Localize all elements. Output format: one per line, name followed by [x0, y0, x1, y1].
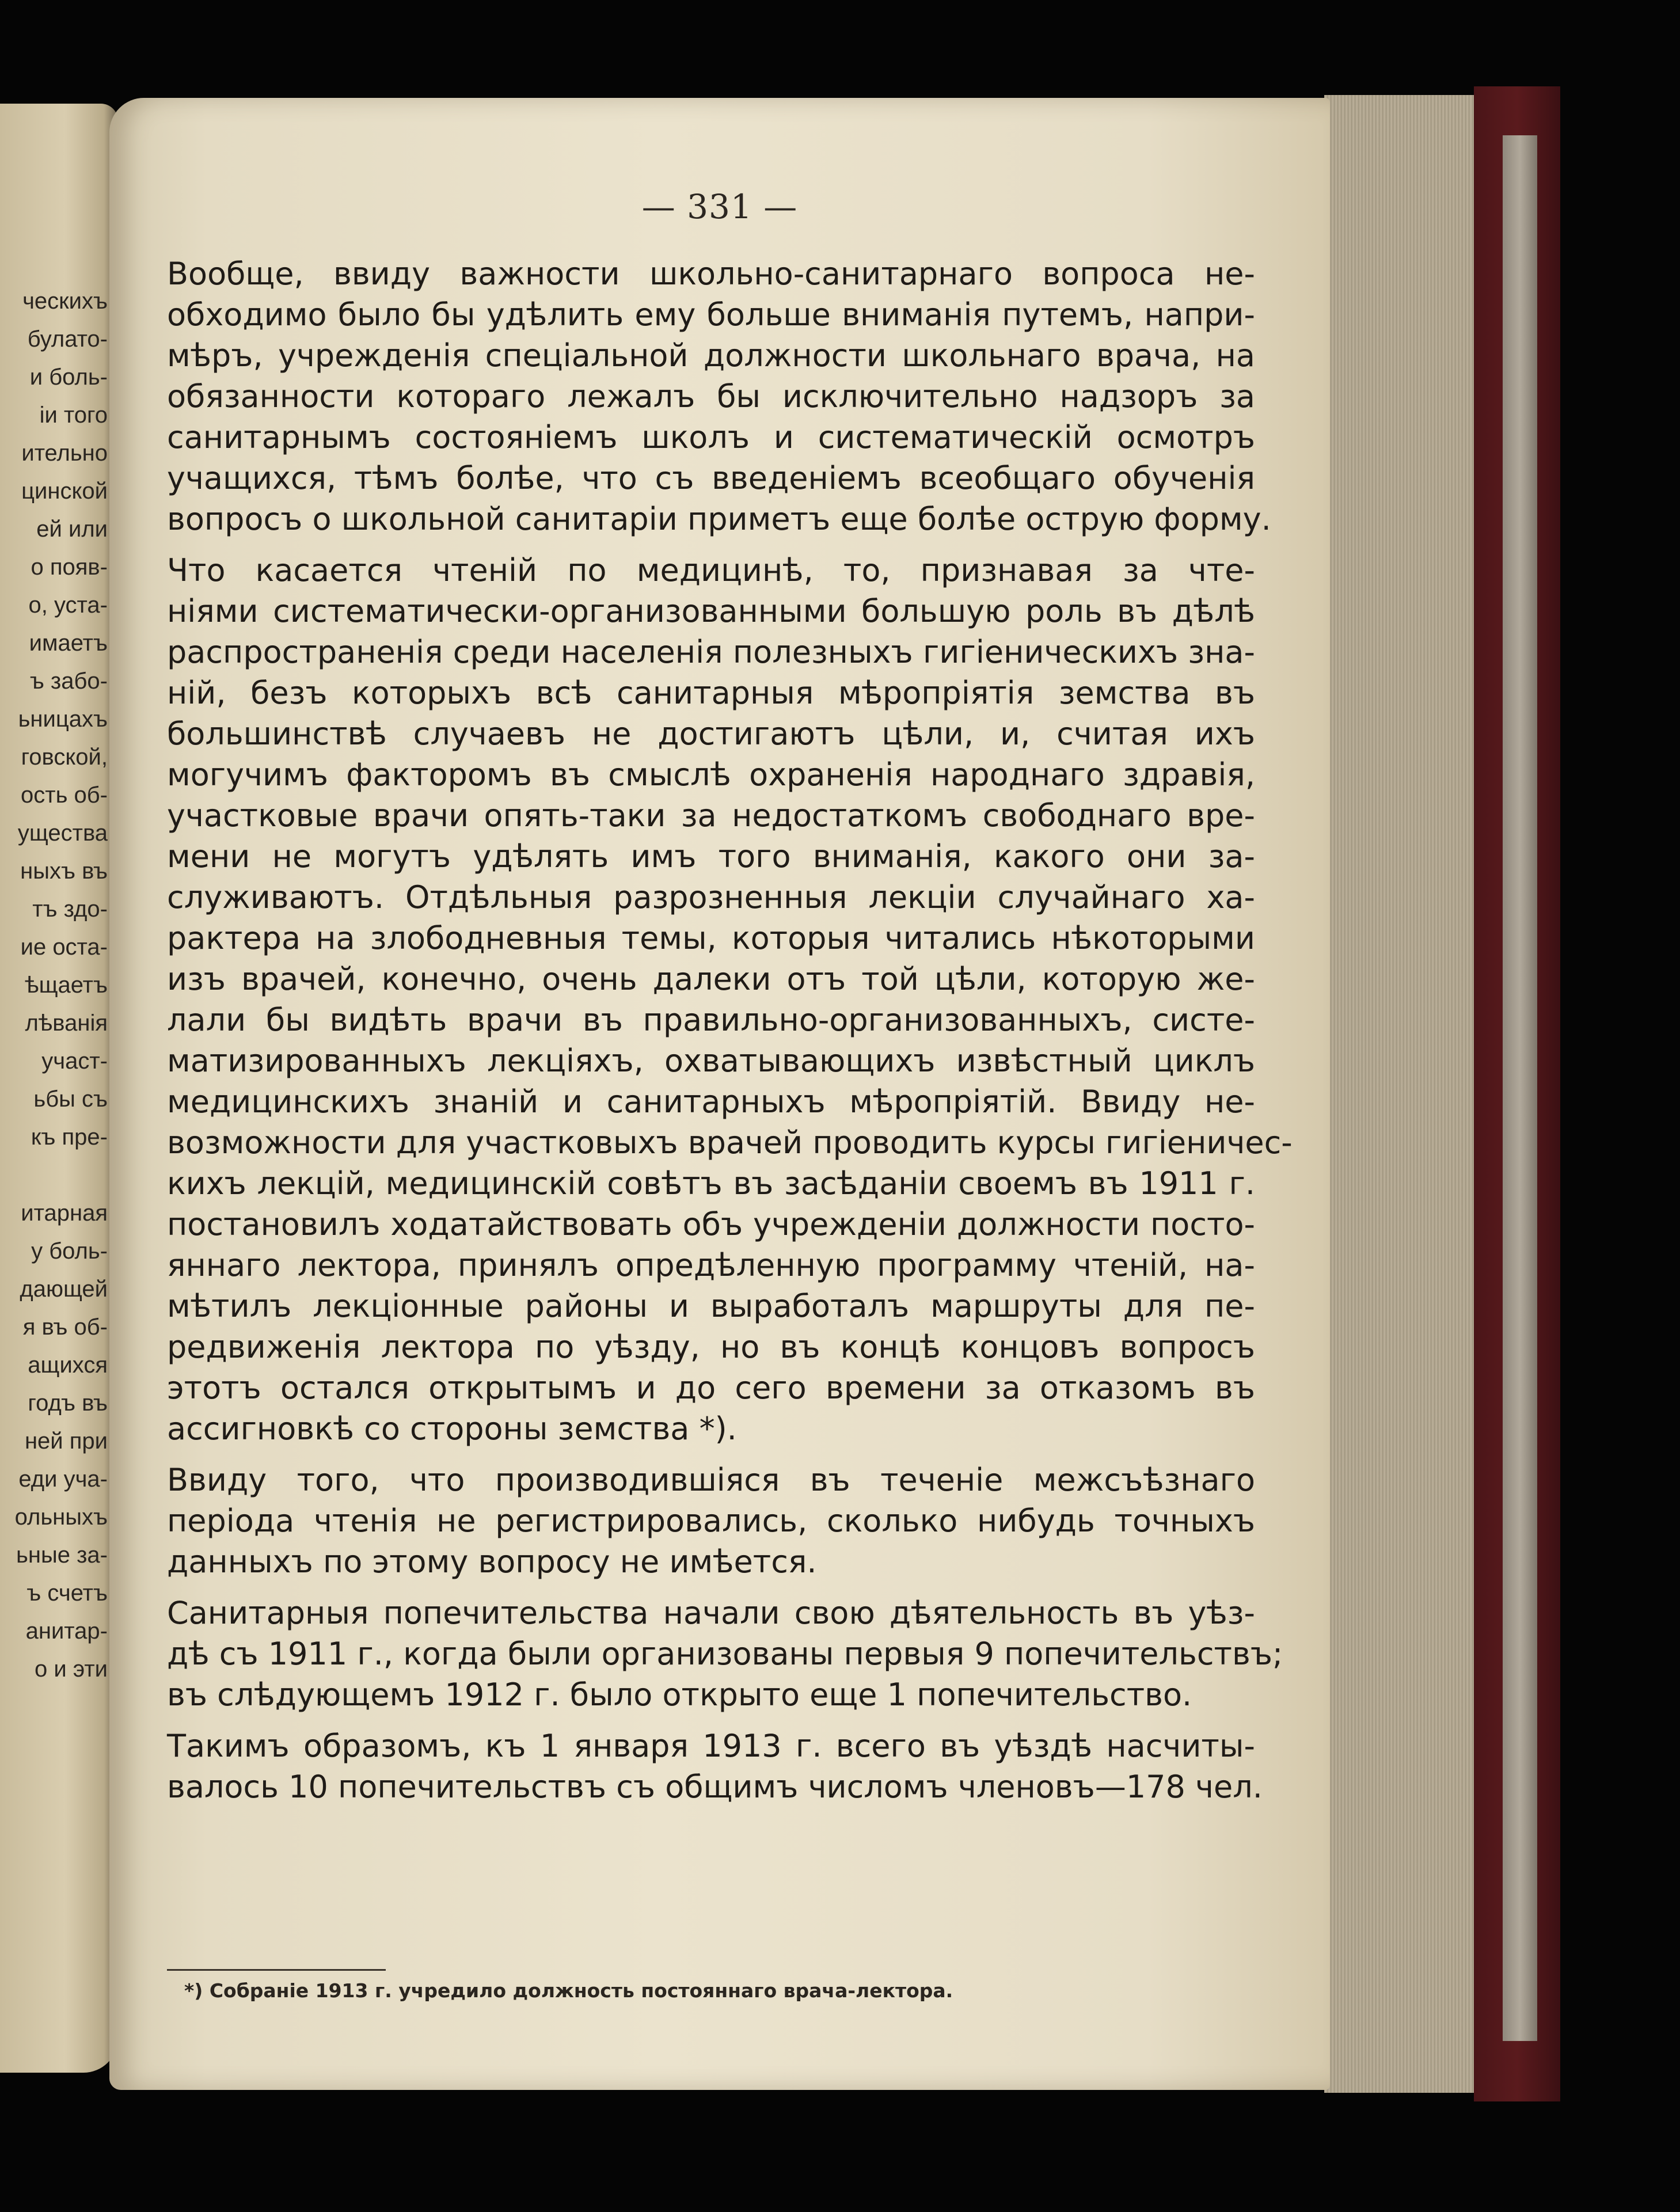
text-line: валось 10 попечительствъ съ общимъ числомъ членовъ—178 чел.: [167, 1769, 1263, 1805]
left-page-line: къ пре-: [31, 1124, 108, 1150]
left-page-line: ныхъ въ: [20, 858, 108, 884]
body-text: [167, 253, 1293, 1807]
text-line: дѣ съ 1911 г., когда были организованы первыя 9 попечительствъ;: [167, 1636, 1283, 1672]
text-line: изъ врачей, конечно, очень далеки отъ той цѣли, которую же-: [167, 961, 1255, 997]
text-line: мѣтилъ лекціонные районы и выработалъ маршруты для пе-: [167, 1288, 1255, 1324]
left-page-line: ей или: [36, 516, 108, 542]
text-line: возможности для участковыхъ врачей проводить курсы гигіеничес-: [167, 1124, 1293, 1161]
text-line: распространенія среди населенія полезныхъ гигіеническихъ зна-: [167, 634, 1255, 670]
left-page-line: ьницахъ: [18, 706, 108, 732]
paragraph: [167, 1460, 1255, 1582]
left-page-line: еди уча-: [18, 1466, 108, 1492]
text-line: лали бы видѣть врачи въ правильно-организованныхъ, систе-: [167, 1002, 1255, 1038]
text-line: редвиженія лектора по уѣзду, но въ концѣ концовъ вопросъ: [167, 1329, 1255, 1365]
text-line: санитарнымъ состояніемъ школъ и систематическій осмотръ: [167, 419, 1255, 455]
left-page-line: о появ-: [31, 554, 108, 580]
text-line: рактера на злободневныя темы, которыя читались нѣкоторыми: [167, 920, 1255, 956]
page-number: — 331 —: [641, 187, 798, 226]
text-line: ніями систематически-организованными большую роль въ дѣлѣ: [167, 593, 1255, 629]
left-page-line: [0, 1156, 118, 1194]
left-page-line: о и эти: [34, 1656, 108, 1682]
text-line: въ слѣдующемъ 1912 г. было открыто еще 1 попечительство.: [167, 1677, 1192, 1713]
text-line: Ввиду того, что производившіяся въ теченіе межсъѣзнаго: [167, 1462, 1255, 1498]
left-page-line: ьбы съ: [33, 1086, 108, 1112]
text-line: яннаго лектора, принялъ опредѣленную программу чтеній, на-: [167, 1247, 1255, 1283]
left-page-text: [0, 282, 118, 1688]
left-page-line: ительно: [21, 440, 108, 466]
left-page-line: анитар-: [25, 1618, 108, 1644]
text-line: постановилъ ходатайствовать объ учрежденіи должности посто-: [167, 1206, 1255, 1242]
paragraph: [167, 1725, 1263, 1807]
left-page-line: тъ здо-: [32, 896, 108, 922]
left-page-line: ьные за-: [16, 1542, 108, 1568]
paragraph: [167, 1593, 1283, 1715]
left-page-line: говской,: [21, 744, 108, 770]
left-page-line: ащихся: [28, 1352, 108, 1378]
left-page-line: о, уста-: [28, 592, 108, 618]
left-page-line: у боль-: [31, 1238, 108, 1264]
left-page-line: ческихъ: [22, 288, 108, 314]
left-page-line: имаетъ: [29, 630, 108, 656]
text-line: обходимо было бы удѣлить ему больше вниманія путемъ, напри-: [167, 297, 1255, 333]
text-line: обязанности котораго лежалъ бы исключительно надзоръ за: [167, 378, 1255, 415]
left-page-line: ольныхъ: [14, 1504, 108, 1530]
left-page-line: цинской: [21, 478, 108, 504]
bookmark-ribbon: [1503, 135, 1537, 2041]
text-line: Такимъ образомъ, къ 1 января 1913 г. всего въ уѣздѣ насчиты-: [167, 1728, 1255, 1764]
text-line: медицинскихъ знаній и санитарныхъ мѣропріятій. Ввиду не-: [167, 1084, 1255, 1120]
text-line: вопросъ о школьной санитаріи приметъ еще болѣе острую форму.: [167, 501, 1271, 537]
left-page-line: и боль-: [29, 364, 108, 390]
text-line: учащихся, тѣмъ болѣе, что съ введеніемъ всеобщаго обученія: [167, 460, 1255, 496]
left-page-line: іи того: [39, 402, 108, 428]
left-page-line: ней при: [24, 1428, 108, 1454]
text-line: ній, безъ которыхъ всѣ санитарныя мѣропріятія земства въ: [167, 675, 1255, 711]
left-page-line: дающей: [20, 1276, 108, 1302]
text-line: этотъ остался открытымъ и до сего времени за отказомъ въ: [167, 1370, 1255, 1406]
left-page-line: годъ въ: [28, 1390, 108, 1416]
text-line: служиваютъ. Отдѣльныя разрозненныя лекціи случайнаго ха-: [167, 879, 1255, 915]
text-line: Санитарныя попечительства начали свою дѣятельность въ уѣз-: [167, 1595, 1255, 1631]
left-page-line: ѣщаетъ: [25, 972, 108, 998]
text-line: участковые врачи опять-таки за недостаткомъ свободнаго вре-: [167, 797, 1255, 834]
text-line: могучимъ факторомъ въ смыслѣ охраненія народнаго здравія,: [167, 757, 1255, 793]
text-line: Что касается чтеній по медицинѣ, то, признавая за чте-: [167, 552, 1255, 588]
text-line: ассигновкѣ со стороны земства *).: [167, 1411, 737, 1447]
left-page: [0, 104, 118, 2073]
text-line: мѣръ, учрежденія спеціальной должности школьнаго врача, на: [167, 337, 1255, 374]
paragraph: [167, 550, 1293, 1449]
left-page-line: ущества: [17, 820, 108, 846]
left-page-line: ъ счетъ: [26, 1580, 108, 1606]
right-page: [109, 98, 1330, 2090]
footnote: *) Собраніе 1913 г. учредило должность постояннаго врача-лектора.: [184, 1979, 953, 2002]
left-page-line: лѣванія: [25, 1010, 108, 1036]
text-line: мени не могутъ удѣлять имъ того вниманія, какого они за-: [167, 838, 1255, 875]
text-line: Вообще, ввиду важности школьно-санитарнаго вопроса не-: [167, 256, 1255, 292]
left-page-line: булато-: [27, 326, 108, 352]
text-line: большинствѣ случаевъ не достигаютъ цѣли, и, считая ихъ: [167, 716, 1255, 752]
left-page-line: итарная: [21, 1200, 108, 1226]
text-line: кихъ лекцій, медицинскій совѣтъ въ засѣданіи своемъ въ 1911 г.: [167, 1165, 1255, 1202]
left-page-line: ие оста-: [20, 934, 108, 960]
footnote-rule: [167, 1969, 386, 1971]
left-page-line: ъ забо-: [29, 668, 108, 694]
left-page-line: участ-: [41, 1048, 108, 1074]
text-line: матизированныхъ лекціяхъ, охватывающихъ извѣстный циклъ: [167, 1043, 1255, 1079]
left-page-line: я въ об-: [22, 1314, 108, 1340]
left-page-line: ость об-: [21, 782, 108, 808]
text-line: періода чтенія не регистрировались, сколько нибудь точныхъ: [167, 1503, 1255, 1539]
text-line: данныхъ по этому вопросу не имѣется.: [167, 1544, 817, 1580]
paragraph: [167, 253, 1271, 539]
